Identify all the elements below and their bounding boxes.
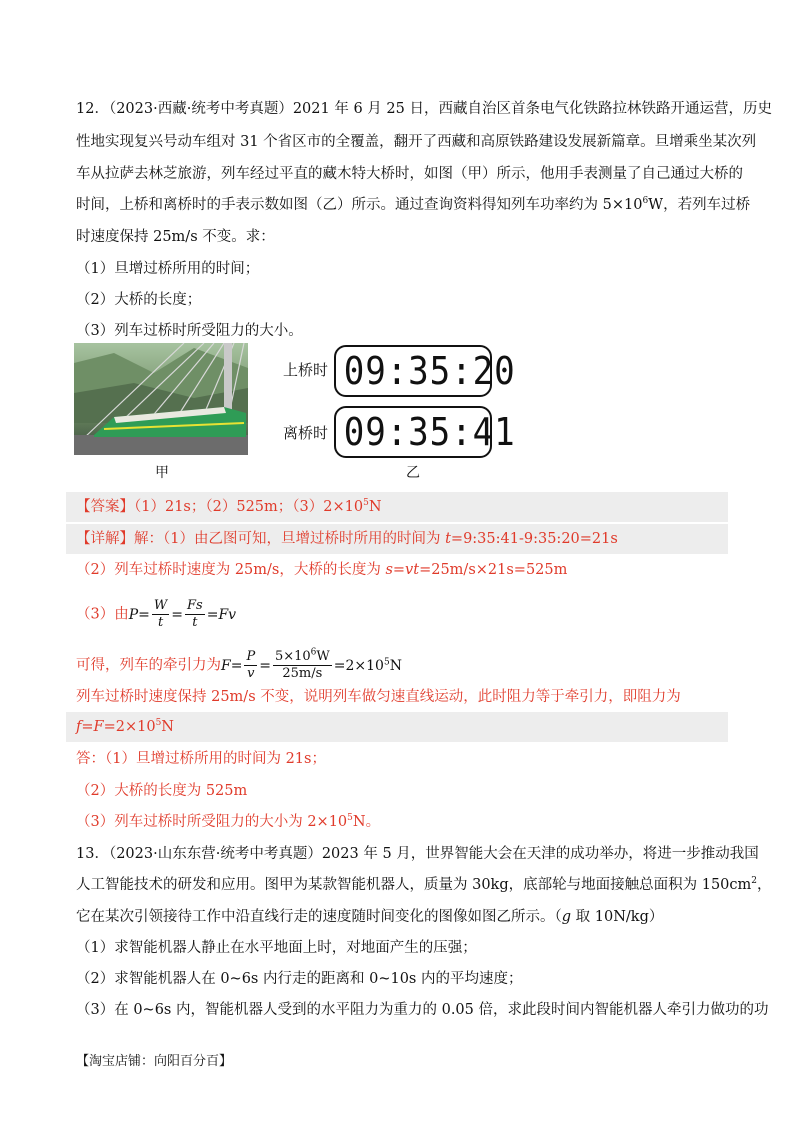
q12-line-1: 12．（2023·西藏·统考中考真题）2021 年 6 月 25 日，西藏自治区首条电气化铁路拉林铁路开通运营，历史	[76, 101, 772, 117]
detail-l3a: （3）由	[76, 606, 129, 623]
superscript: 2	[751, 876, 758, 887]
detail-l4a: 可得，列车的牵引力为	[76, 657, 221, 674]
superscript: 6	[642, 196, 649, 207]
answer-tag: 【答案】	[76, 499, 134, 515]
q13-sub-3: （3）在 0~6s 内，智能机器人受到的水平阻力为重力的 0.05 倍，求此段时间内智能机器人牵引力做功的功	[76, 1002, 769, 1018]
formula-P: P	[246, 649, 256, 664]
q12-line-4-tail: W，若列车过桥	[648, 197, 751, 213]
detail-ans3b: N。	[352, 814, 381, 830]
detail-ans3a: （3）列车过桥时所受阻力的大小为 2×10	[76, 814, 348, 830]
superscript: 5	[383, 656, 390, 667]
q13-g: g	[561, 909, 572, 925]
answer-text: （1）21s；（2）525m；（3）2×10	[134, 499, 364, 515]
q13-l2a: 人工智能技术的研发和应用。图甲为某款智能机器人，质量为 30kg，底部轮与地面接触总面积为 150cm	[76, 877, 752, 893]
clock-time-on: 09:35:20	[343, 349, 516, 393]
q12-line-4-text: 时间，上桥和离桥时的手表示数如图（乙）所示。通过查询资料得知列车功率约为 5×10	[76, 197, 643, 213]
footer-shop-label: 【淘宝店铺：向阳百分百】	[76, 1054, 233, 1069]
detail-line-6	[76, 717, 174, 737]
detail-answer-1: 答：（1）旦增过桥所用的时间为 21s；	[76, 751, 326, 767]
detail-answer-3	[76, 812, 380, 832]
label-on-bridge: 上桥时	[283, 361, 329, 379]
superscript: 5	[347, 813, 353, 824]
formula-eq: =	[333, 657, 346, 674]
q12-line-3: 车从拉萨去林芝旅游，列车经过平直的藏木特大桥时，如图（甲）所示，他用手表测量了自己通过大桥的	[76, 166, 743, 182]
detail-l6c: N	[161, 719, 174, 735]
fraction-p-v	[244, 649, 257, 682]
formula-Fv: Fv	[218, 606, 237, 623]
formula-eq: =	[138, 606, 150, 623]
detail-l2b: s=vt	[385, 562, 420, 578]
q12-line-5: 时速度保持 25m/s 不变。求：	[76, 229, 275, 245]
detail-l2a: （2）列车过桥时速度为 25m/s，大桥的长度为	[76, 562, 386, 578]
formula-t: t	[157, 615, 164, 630]
superscript: 5	[363, 498, 369, 509]
formula-den: 25m/s	[282, 666, 323, 681]
detail-l6b: =2×10	[103, 719, 156, 735]
train-bridge-photo	[74, 343, 248, 455]
formula-eq: =	[171, 606, 183, 623]
caption-jia: 甲	[155, 465, 169, 481]
q13-line-3	[76, 907, 663, 927]
detail-l1c: =9:35:41-9:35:20=21s	[450, 531, 618, 547]
formula-res-unit: N	[389, 657, 402, 674]
label-off-bridge: 离桥时	[283, 424, 329, 442]
detail-tag: 【详解】	[76, 531, 134, 547]
detail-line-5: 列车过桥时速度保持 25m/s 不变，说明列车做匀速直线运动，此时阻力等于牵引力，即阻力为	[76, 689, 681, 705]
q13-l2b: ，	[757, 877, 772, 893]
detail-l6a: f=F	[76, 719, 104, 735]
q12-sub-1: （1）旦增过桥所用的时间；	[76, 261, 260, 277]
formula-v: v	[247, 666, 255, 681]
formula-num-unit: W	[316, 649, 330, 664]
formula-power	[128, 598, 237, 630]
formula-Fs: Fs	[187, 598, 203, 613]
formula-t: t	[192, 615, 198, 630]
q13-sub-1: （1）求智能机器人静止在水平地面上时，对地面产生的压强；	[76, 940, 477, 956]
fraction-w-t	[152, 598, 169, 631]
detail-line-2	[76, 560, 567, 580]
digital-clock-on	[334, 345, 516, 397]
formula-res: 2×10	[345, 657, 384, 674]
superscript: 5	[155, 718, 162, 729]
detail-line-3	[76, 598, 236, 631]
answer-line	[76, 497, 382, 517]
detail-answer-2: （2）大桥的长度为 525m	[76, 783, 248, 799]
q12-sub-2: （2）大桥的长度；	[76, 292, 202, 308]
detail-l2c: =25m/s×21s=525m	[419, 562, 568, 578]
detail-line-1	[76, 529, 618, 549]
q13-l3b: 取 10N/kg）	[571, 909, 664, 925]
formula-num: 5×10	[274, 649, 311, 664]
q12-line-2: 性地实现复兴号动车组对 31 个省区市的全覆盖，翻开了西藏和高原铁路建设发展新篇章。旦增乘坐某次列	[76, 134, 757, 150]
formula-eq: =	[230, 657, 243, 674]
formula-P: P	[128, 606, 139, 623]
detail-l1a: 解：（1）由乙图可知，旦增过桥时所用的时间为	[134, 531, 446, 547]
q13-l3a: 它在某次引领接待工作中沿直线行走的速度随时间变化的图像如图乙所示。（	[76, 909, 562, 925]
q13-line-1: 13．（2023·山东东营·统考中考真题）2023 年 5 月，世界智能大会在天津的成功举办，将进一步推动我国	[76, 846, 759, 862]
clock-time-off: 09:35:41	[343, 410, 516, 454]
caption-yi: 乙	[406, 465, 420, 481]
formula-eq: =	[206, 606, 219, 623]
formula-F: F	[221, 657, 231, 674]
superscript: 6	[310, 647, 317, 658]
formula-W: W	[153, 598, 168, 613]
fraction-fs-t	[185, 598, 205, 631]
q12-line-4	[76, 195, 750, 215]
answer-unit: N	[368, 499, 382, 515]
q13-line-2	[76, 875, 772, 895]
digital-clock-off	[334, 406, 516, 458]
q13-sub-2: （2）求智能机器人在 0~6s 内行走的距离和 0~10s 内的平均速度；	[76, 971, 523, 987]
detail-line-4	[76, 649, 402, 682]
formula-eq: =	[259, 657, 271, 674]
fraction-values	[273, 649, 332, 682]
q12-sub-3: （3）列车过桥时所受阻力的大小。	[76, 323, 303, 339]
detail-l1b: t	[445, 531, 451, 547]
train-bridge-illustration	[74, 343, 248, 455]
